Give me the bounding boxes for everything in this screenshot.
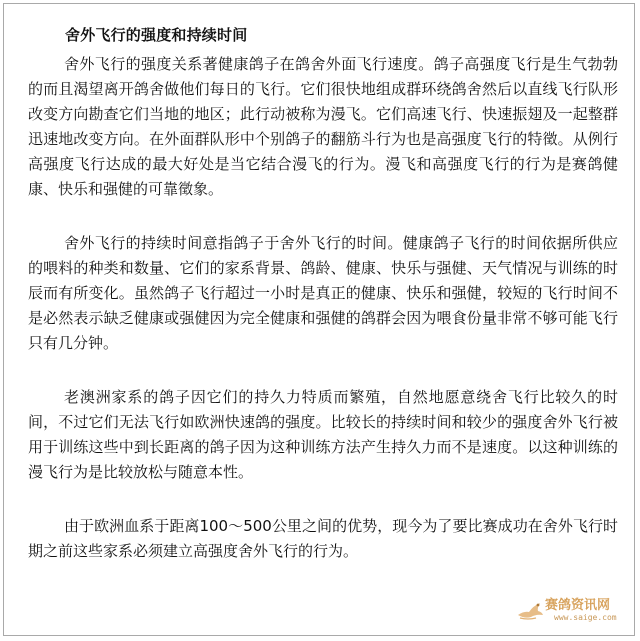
paragraph-4: 由于欧洲血系于距离100～500公里之间的优势，现今为了要比赛成功在舍外飞行时期之前这些家系必须建立高强度舍外飞行的行为。	[28, 517, 618, 560]
watermark-url: www.saige.com	[554, 613, 617, 622]
page-frame	[3, 3, 635, 636]
pigeon-icon	[516, 597, 544, 621]
paragraph-3: 老澳洲家系的鸽子因它们的持久力特质而繁殖，自然地愿意绕舍飞行比较久的时间，不过它们无法飞行如欧洲快速鸽的强度。比较长的持续时间和较少的强度舍外飞行被用于训练这些中到长距离的鸽子因为这种训练方法产生持久力而不是速度。以这种训练的漫飞行为是比较放松与随意本性。	[28, 388, 618, 481]
article	[28, 24, 618, 593]
site-watermark	[516, 597, 626, 625]
watermark-site-name: 赛鸽资讯网	[545, 598, 611, 613]
article-title: 舍外飞行的强度和持续时间	[65, 26, 248, 44]
paragraph-2: 舍外飞行的持续时间意指鸽子于舍外飞行的时间。健康鸽子飞行的时间依据所供应的喂料的种类和数量、它们的家系背景、鸽龄、健康、快乐与强健、天气情况与训练的时辰而有所变化。虽然鸽子飞行超过一小时是真正的健康、快乐和强健，较短的飞行时间不是必然表示缺乏健康或强健因为完全健康和强健的鸽群会因为喂食份量非常不够可能飞行只有几分钟。	[28, 234, 618, 352]
paragraph-1: 舍外飞行的强度关系著健康鸽子在鸽舍外面飞行速度。鸽子高强度飞行是生气勃勃的而且渴望离开鸽舍做他们每日的飞行。它们很快地组成群环绕鸽舍然后以直线飞行队形改变方向勘查它们当地的地区；此行动被称为漫飞。它们高速飞行、快速振翅及一起整群迅速地改变方向。在外面群队形中个别鸽子的翻筋斗行为也是高强度飞行的特徵。从例行高强度飞行达成的最大好处是当它结合漫飞的行为。漫飞和高强度飞行的行为是赛鸽健康、快乐和强健的可靠徵象。	[28, 55, 618, 198]
